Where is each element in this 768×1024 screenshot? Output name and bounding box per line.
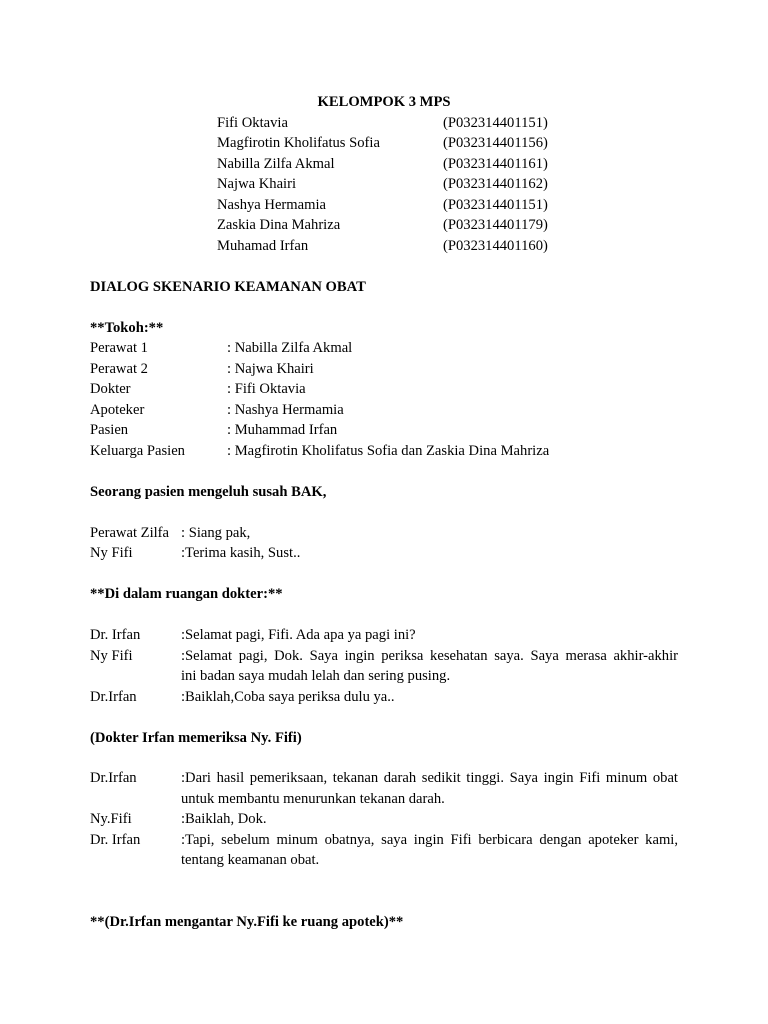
cast-name: : Muhammad Irfan: [227, 422, 338, 438]
member-id: (P032314401160): [443, 238, 548, 254]
section-title: DIALOG SKENARIO KEAMANAN OBAT: [90, 279, 366, 295]
member-name: Zaskia Dina Mahriza: [217, 217, 341, 233]
member-name: Fifi Oktavia: [217, 115, 288, 131]
dialog-line-continued: ini badan saya mudah lelah dan sering pusing.: [181, 668, 451, 684]
cast-name: : Nabilla Zilfa Akmal: [227, 340, 353, 356]
dialog-speaker: Dr. Irfan: [90, 832, 141, 848]
dialog-speaker: Ny Fifi: [90, 648, 133, 664]
dialog-line: :Selamat pagi, Dok. Saya ingin periksa kesehatan saya. Saya merasa akhir-akhir: [181, 648, 678, 664]
cast-name: : Fifi Oktavia: [227, 381, 306, 397]
dialog-line: : Siang pak,: [181, 525, 251, 541]
cast-role: Perawat 1: [90, 340, 148, 356]
dialog-line: :Terima kasih, Sust..: [181, 545, 301, 561]
dialog-line-continued: untuk membantu menurunkan tekanan darah.: [181, 791, 445, 807]
dialog-speaker: Perawat Zilfa: [90, 525, 170, 541]
member-id: (P032314401162): [443, 176, 548, 192]
member-id: (P032314401151): [443, 197, 548, 213]
member-name: Magfirotin Kholifatus Sofia: [217, 135, 380, 151]
member-name: Nabilla Zilfa Akmal: [217, 156, 335, 172]
cast-name: : Nashya Hermamia: [227, 402, 344, 418]
dialog-line-continued: tentang keamanan obat.: [181, 852, 320, 868]
dialog-line: :Tapi, sebelum minum obatnya, saya ingin Fifi berbicara dengan apoteker kami,: [181, 832, 678, 848]
scene-heading: **Di dalam ruangan dokter:**: [90, 586, 283, 602]
cast-role: Dokter: [90, 381, 131, 397]
dialog-speaker: Dr. Irfan: [90, 627, 141, 643]
scene-heading: Seorang pasien mengeluh susah BAK,: [90, 484, 327, 500]
member-name: Muhamad Irfan: [217, 238, 309, 254]
document-title: KELOMPOK 3 MPS: [317, 94, 451, 110]
member-name: Najwa Khairi: [217, 176, 297, 192]
member-id: (P032314401179): [443, 217, 548, 233]
dialog-line: :Baiklah,Coba saya periksa dulu ya..: [181, 689, 395, 705]
member-id: (P032314401156): [443, 135, 548, 151]
scene-heading: **(Dr.Irfan mengantar Ny.Fifi ke ruang apotek)**: [90, 914, 404, 930]
cast-role: Pasien: [90, 422, 129, 438]
dialog-line: :Selamat pagi, Fifi. Ada apa ya pagi ini?: [181, 627, 416, 643]
dialog-speaker: Ny.Fifi: [90, 811, 132, 827]
dialog-speaker: Dr.Irfan: [90, 770, 137, 786]
dialog-line: :Baiklah, Dok.: [181, 811, 267, 827]
cast-role: Apoteker: [90, 402, 145, 418]
cast-name: : Magfirotin Kholifatus Sofia dan Zaskia Dina Mahriza: [227, 443, 550, 459]
member-id: (P032314401161): [443, 156, 548, 172]
cast-role: Keluarga Pasien: [90, 443, 185, 459]
cast-heading: **Tokoh:**: [90, 320, 164, 336]
dialog-speaker: Dr.Irfan: [90, 689, 137, 705]
member-id: (P032314401151): [443, 115, 548, 131]
cast-role: Perawat 2: [90, 361, 148, 377]
dialog-line: :Dari hasil pemeriksaan, tekanan darah sedikit tinggi. Saya ingin Fifi minum obat: [181, 770, 678, 786]
dialog-speaker: Ny Fifi: [90, 545, 133, 561]
cast-name: : Najwa Khairi: [227, 361, 314, 377]
member-name: Nashya Hermamia: [217, 197, 327, 213]
scene-heading: (Dokter Irfan memeriksa Ny. Fifi): [90, 730, 302, 746]
